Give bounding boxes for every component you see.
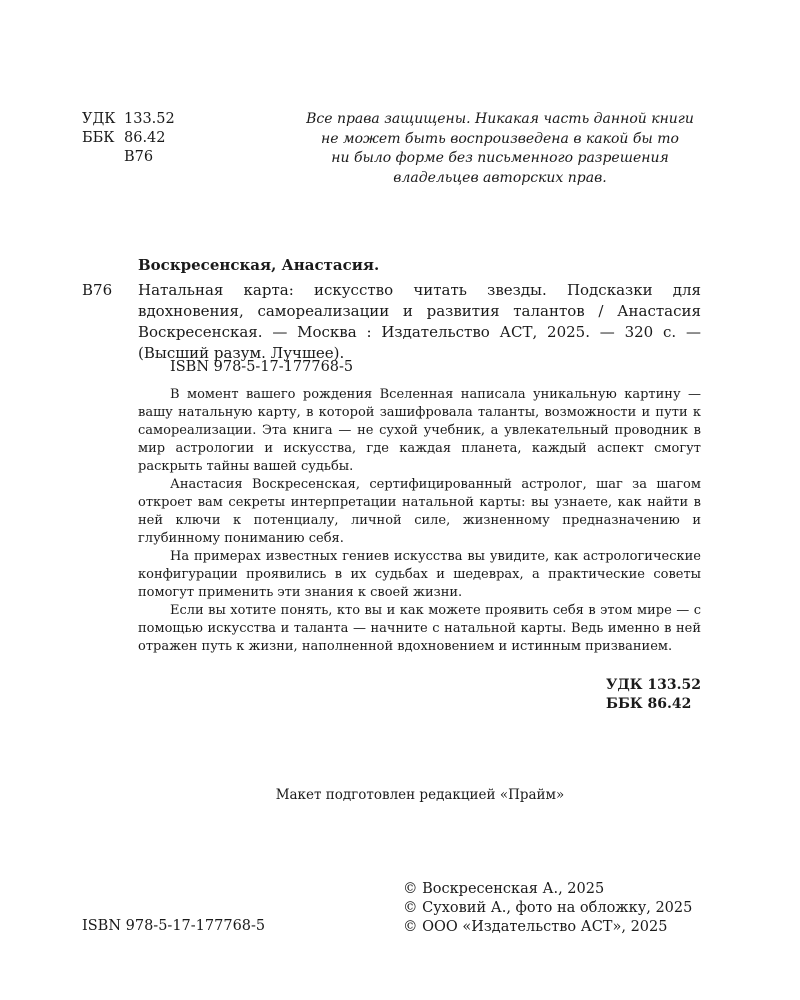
author-sign-row: [82, 148, 175, 167]
annotation-paragraph: На примерах известных гениев искусства вы увидите, как астрологические конфигурации проявились в их судьбах и шедеврах, а практические советы помогут применить эти знания к своей жизни.: [138, 549, 701, 600]
udk-row: [82, 110, 175, 129]
rights-notice: [290, 110, 710, 188]
rights-line: Все права защищены. Никакая часть данной книги: [306, 111, 694, 127]
bbk-row: [82, 129, 175, 148]
rights-line: владельцев авторских прав.: [393, 169, 607, 186]
annotation-paragraph: Если вы хотите понять, кто вы и как можете проявить себя в этом мире — с помощью искусства и таланта — начните с натальной карты. Ведь именно в ней отражен путь к жизни, наполненной вдохновением и истинным призванием.: [138, 603, 701, 654]
isbn-top: ISBN 978-5-17-177768-5: [170, 359, 354, 375]
author-sign: В76: [124, 149, 154, 165]
annotation-paragraph: В момент вашего рождения Вселенная написала уникальную картину — вашу натальную карту, в которой зашифровала таланты, возможности и пути к самореализации. Эта книга — не сухой учебник, а увлекательный проводник в мир астрологии и искусства, где каждая планета, каждый аспект смогут раскрыть тайны вашей судьбы.: [138, 387, 701, 474]
bbk-value: 86.42: [124, 130, 166, 146]
bbk-label: ББК: [82, 130, 115, 146]
copyright-line: © Суховий А., фото на обложку, 2025: [403, 900, 693, 916]
classification-block: [82, 110, 175, 167]
rights-line: ни было форме без письменного разрешения: [331, 150, 669, 166]
bibliographic-description: Натальная карта: искусство читать звезды. Подсказки для вдохновения, самореализации и развития талантов / Анастасия Воскресенская. — Москва : Издательство АСТ, 2025. — 320 с. — (Высший разум. Лучшее).: [138, 281, 701, 362]
udk-value: 133.52: [124, 111, 175, 127]
copyright-line: © Воскресенская А., 2025: [403, 881, 605, 897]
udk-code: УДК 133.52: [606, 677, 701, 693]
biblio-code: В76: [82, 281, 113, 299]
rights-line: не может быть воспроизведена в какой бы то: [321, 130, 679, 147]
annotation: [138, 386, 701, 656]
maket-note: Макет подготовлен редакцией «Прайм»: [275, 787, 565, 803]
udk-label: УДК: [82, 111, 116, 127]
isbn-bottom: ISBN 978-5-17-177768-5: [82, 918, 266, 934]
copyright-line: © ООО «Издательство АСТ», 2025: [403, 919, 668, 935]
bbk-code: ББК 86.42: [606, 696, 692, 712]
annotation-paragraph: Анастасия Воскресенская, сертифицированный астролог, шаг за шагом откроет вам секреты интерпретации натальной карты: вы узнаете, как найти в ней ключи к потенциалу, личной силе, жизненному предназначению и глубинному пониманию себя.: [138, 477, 701, 546]
author-heading: Воскресенская, Анастасия.: [138, 256, 380, 274]
copyrights: [403, 880, 692, 937]
codes-right: [606, 676, 701, 714]
